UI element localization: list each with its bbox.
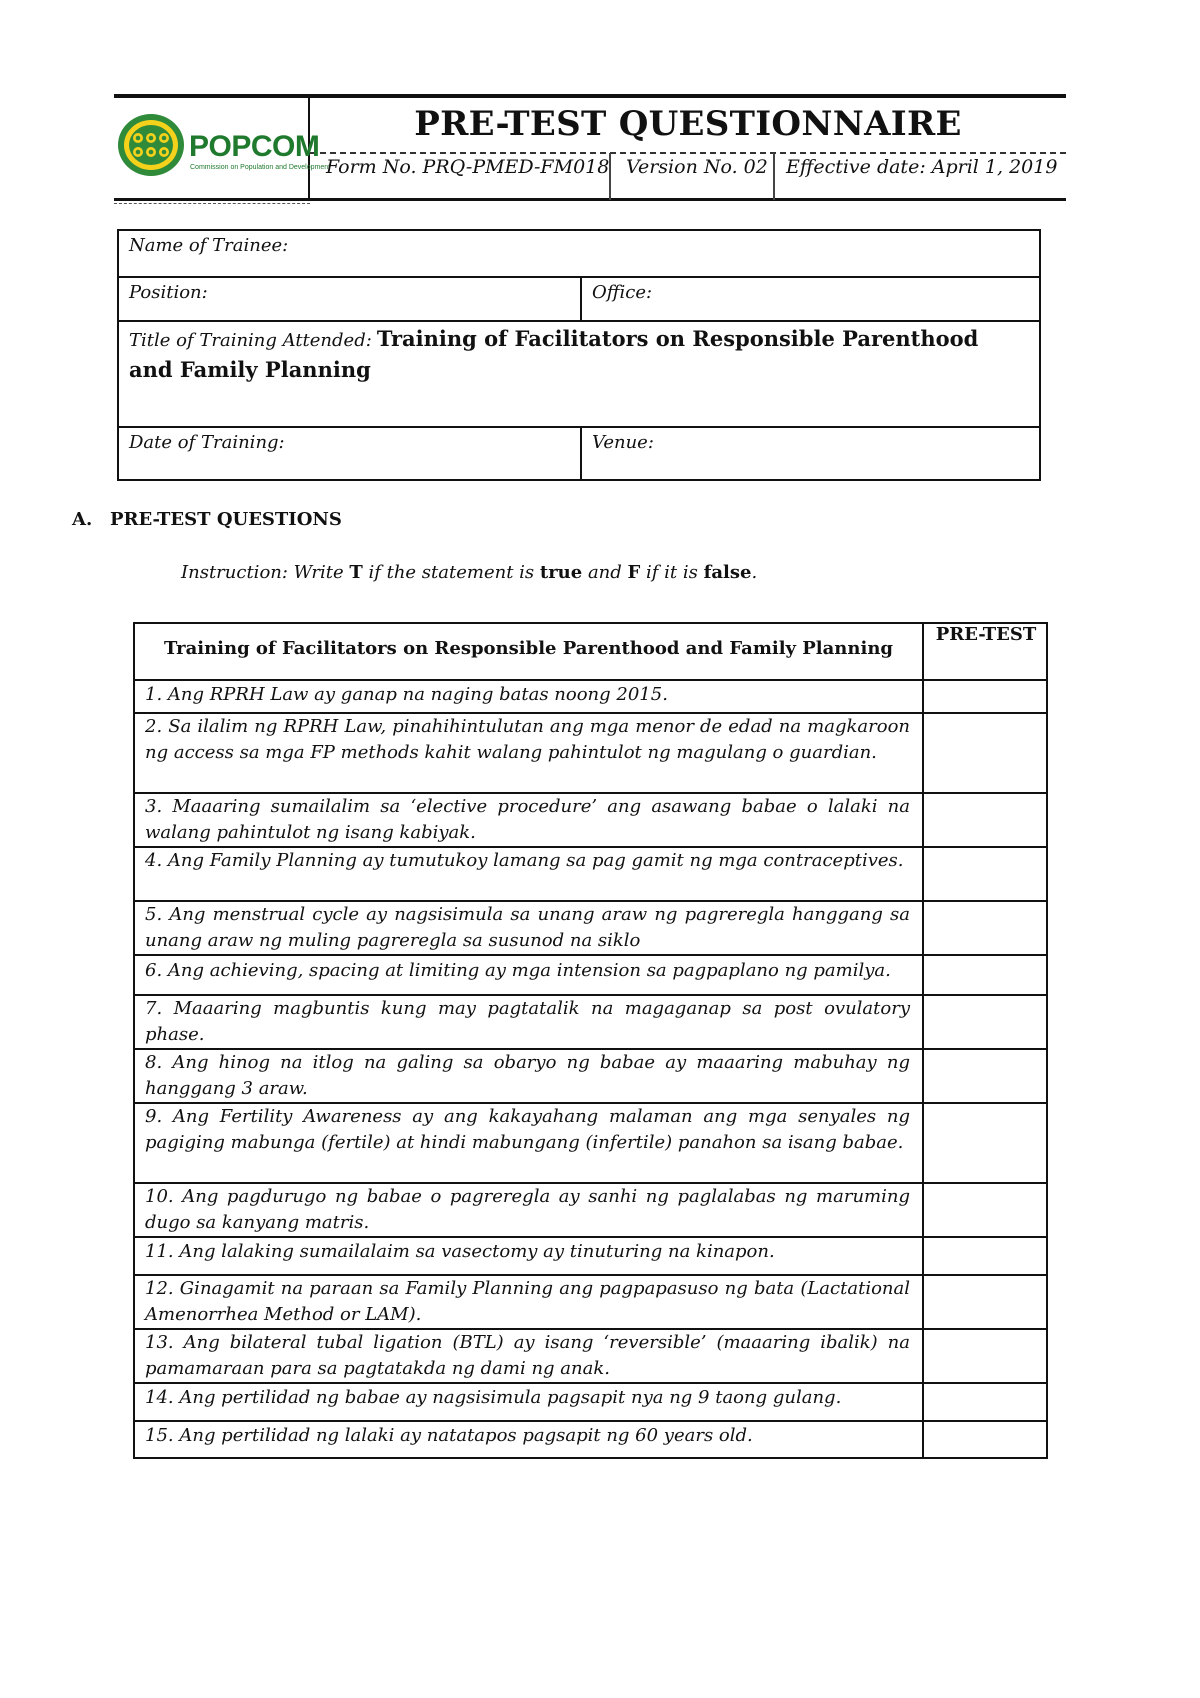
row-divider bbox=[133, 679, 1048, 681]
training-title-value: Training of Facilitators on Responsible Parenthood and Family Planning bbox=[129, 326, 979, 382]
section-letter: A. bbox=[72, 509, 93, 530]
question-6: 6. Ang achieving, spacing at limiting ay mga intension sa pagpaplano ng pamilya. bbox=[145, 960, 891, 981]
question-4: 4. Ang Family Planning ay tumutukoy lamang sa pag gamit ng mga contraceptives. bbox=[145, 850, 904, 871]
popcom-seal-icon bbox=[116, 112, 186, 178]
question-5: 5. Ang menstrual cycle ay nagsisimula sa unang araw ng pagreregla hanggang sa unang araw ng muling pagreregla sa susunod na siklo bbox=[145, 904, 910, 951]
row-divider bbox=[117, 426, 1041, 428]
section-heading: PRE-TEST QUESTIONS bbox=[110, 509, 342, 530]
document-title: PRE-TEST QUESTIONNAIRE bbox=[414, 104, 962, 144]
row-divider bbox=[133, 1236, 1048, 1238]
question-8: 8. Ang hinog na itlog na galing sa obaryo ng babae ay maaaring mabuhay ng hanggang 3 araw. bbox=[145, 1052, 910, 1099]
form-number: Form No. PRQ-PMED-FM018 bbox=[326, 156, 610, 178]
training-title-label: Title of Training Attended: bbox=[129, 330, 372, 351]
header-cell-divider bbox=[773, 153, 775, 200]
question-14: 14. Ang pertilidad ng babae ay nagsisimula pagsapit nya ng 9 taong gulang. bbox=[145, 1387, 842, 1408]
venue-label: Venue: bbox=[592, 432, 654, 453]
name-label: Name of Trainee: bbox=[129, 235, 289, 256]
logo-wordmark: POPCOM bbox=[189, 130, 320, 163]
header-bottom-rule bbox=[114, 198, 1066, 201]
effective-date: Effective date: April 1, 2019 bbox=[786, 156, 1058, 178]
instruction: Instruction: Write T if the statement is true and F if it is false. bbox=[181, 562, 758, 583]
row-divider bbox=[117, 276, 1041, 278]
question-15: 15. Ang pertilidad ng lalaki ay natatapos pagsapit ng 60 years old. bbox=[145, 1425, 753, 1446]
question-13: 13. Ang bilateral tubal ligation (BTL) ay isang ‘reversible’ (maaaring ibalik) na pamamaraan para sa pagtatakda ng dami ng anak. bbox=[145, 1332, 910, 1379]
version-number: Version No. 02 bbox=[626, 156, 768, 178]
office-label: Office: bbox=[592, 282, 653, 303]
row-divider bbox=[117, 320, 1041, 322]
row-divider bbox=[133, 1420, 1048, 1422]
date-label: Date of Training: bbox=[129, 432, 285, 453]
logo-tagline: Commission on Population and Development bbox=[190, 164, 331, 171]
col-divider bbox=[580, 276, 582, 321]
question-2: 2. Sa ilalim ng RPRH Law, pinahihintulutan ang mga menor de edad na magkaroon ng access sa mga FP methods kahit walang pahintulot ng magulang o guardian. bbox=[145, 716, 910, 763]
header-bottom-dash bbox=[114, 203, 310, 204]
question-9: 9. Ang Fertility Awareness ay ang kakayahang malaman ang mga senyales ng pagiging mabunga (fertile) at hindi mabungang (infertile) panahon sa isang babae. bbox=[145, 1106, 910, 1153]
table-header: Training of Facilitators on Responsible Parenthood and Family Planning bbox=[164, 638, 893, 659]
row-divider bbox=[133, 954, 1048, 956]
question-1: 1. Ang RPRH Law ay ganap na naging batas noong 2015. bbox=[145, 684, 668, 705]
answer-column-divider bbox=[922, 622, 924, 1459]
col-divider bbox=[580, 426, 582, 481]
row-divider bbox=[133, 1382, 1048, 1384]
header-mid-rule bbox=[310, 152, 1066, 154]
question-10: 10. Ang pagdurugo ng babae o pagreregla ay sanhi ng paglalabas ng maruming dugo sa kanyang matris. bbox=[145, 1186, 910, 1233]
question-11: 11. Ang lalaking sumailalaim sa vasectomy ay tinuturing na kinapon. bbox=[145, 1241, 775, 1262]
header-top-rule bbox=[114, 94, 1066, 98]
question-12: 12. Ginagamit na paraan sa Family Planning ang pagpapasuso ng bata (Lactational Amenorrhea Method or LAM). bbox=[145, 1278, 910, 1325]
question-3: 3. Maaaring sumailalim sa ‘elective procedure’ ang asawang babae o lalaki na walang pahintulot ng isang kabiyak. bbox=[145, 796, 910, 843]
position-label: Position: bbox=[129, 282, 208, 303]
question-7: 7. Maaaring magbuntis kung may pagtatalik na magaganap sa post ovulatory phase. bbox=[145, 998, 910, 1045]
training-title-field bbox=[129, 324, 1029, 386]
pretest-column-header: PRE-TEST bbox=[935, 624, 1037, 645]
